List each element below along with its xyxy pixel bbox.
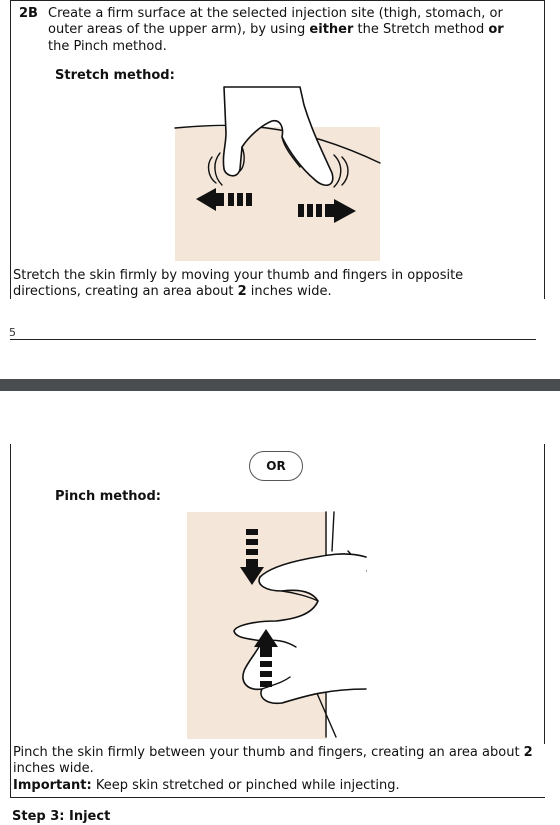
step-instructions: Create a firm surface at the selected injection site (thigh, stomach, or outer areas of the upper arm), by using either the Stretch method or the Pinch method.: [48, 6, 504, 54]
stretch-method-label: Stretch method:: [55, 68, 175, 83]
page-border-top: [10, 0, 545, 1]
pinch-method-illustration: [186, 511, 368, 741]
pinch-description: Pinch the skin firmly between your thumb and fingers, creating an area about 2 inches wide.: [13, 745, 533, 777]
step-number: 2B: [19, 6, 38, 21]
stretch-method-illustration: [172, 85, 382, 263]
page-number: 5: [9, 326, 16, 339]
page2-row-divider: [10, 797, 545, 798]
pinch-method-label: Pinch method:: [55, 489, 161, 504]
page-separator: [0, 379, 560, 391]
page-footer-rule: [10, 339, 536, 340]
stretch-description: Stretch the skin firmly by moving your thumb and fingers in opposite directions, creating an area about 2 inches wide.: [13, 268, 464, 300]
page2-border-right: [544, 444, 545, 744]
page-border-right: [544, 0, 545, 299]
page2-border-left: [10, 444, 11, 798]
next-step-heading: Step 3: Inject: [12, 809, 111, 824]
page-border-left: [10, 0, 11, 299]
or-badge: OR: [249, 451, 303, 481]
important-note: Important: Keep skin stretched or pinched while injecting.: [13, 778, 400, 793]
